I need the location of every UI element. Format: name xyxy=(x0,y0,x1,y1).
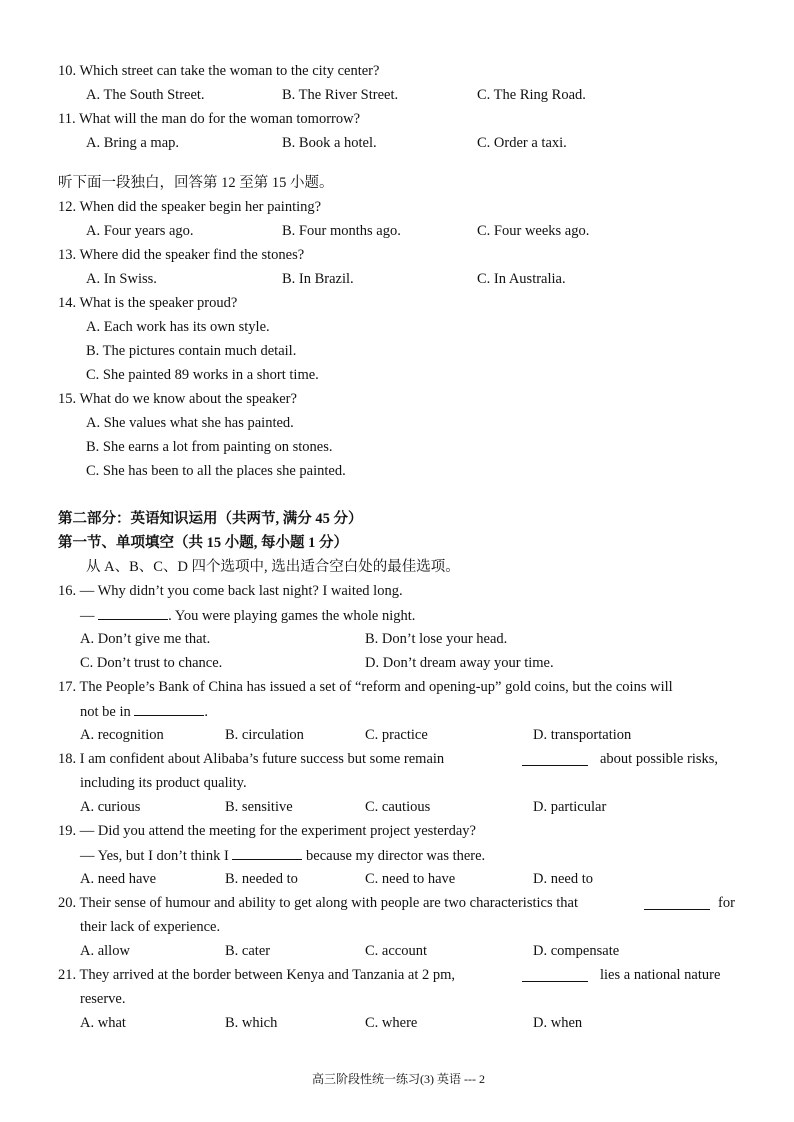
section-1-instruction: 从 A、B、C、D 四个选项中, 选出适合空白处的最佳选项。 xyxy=(86,559,460,575)
question-20-line-1-end: for xyxy=(718,895,735,911)
question-19-line-2 xyxy=(80,845,485,866)
question-10-option-b: B. The River Street. xyxy=(282,87,399,103)
question-14-option-a: A. Each work has its own style. xyxy=(86,319,270,335)
question-15-option-a: A. She values what she has painted. xyxy=(86,415,294,431)
answer-blank xyxy=(522,967,588,982)
question-19-option-d: D. need to xyxy=(533,871,593,887)
question-15-stem: 15. What do we know about the speaker? xyxy=(58,391,297,407)
question-19-line-1: 19. — Did you attend the meeting for the experiment project yesterday? xyxy=(58,823,476,839)
question-16-option-c: C. Don’t trust to chance. xyxy=(80,655,223,671)
question-18-line-1-start: 18. I am confident about Alibaba’s future success but some remain xyxy=(58,751,445,767)
question-14-option-c: C. She painted 89 works in a short time. xyxy=(86,367,319,383)
question-13-option-c: C. In Australia. xyxy=(477,271,566,287)
question-20-option-c: C. account xyxy=(365,943,428,959)
question-17-option-d: D. transportation xyxy=(533,727,632,743)
question-15-option-b: B. She earns a lot from painting on stones. xyxy=(86,439,333,455)
question-18-line-1-end: about possible risks, xyxy=(600,751,719,767)
question-10-option-c: C. The Ring Road. xyxy=(477,87,586,103)
answer-blank xyxy=(98,605,168,620)
question-17-option-a: A. recognition xyxy=(80,727,164,743)
question-18-option-b: B. sensitive xyxy=(225,799,293,815)
question-12-option-a: A. Four years ago. xyxy=(86,223,194,239)
question-16-line-2 xyxy=(80,605,415,626)
question-20-line-1-start: 20. Their sense of humour and ability to get along with people are two characteristics that xyxy=(58,895,578,911)
question-21-line-1-end: lies a national nature xyxy=(600,967,721,983)
question-11-stem: 11. What will the man do for the woman tomorrow? xyxy=(58,111,361,127)
question-11-option-b: B. Book a hotel. xyxy=(282,135,377,151)
question-18-line-2: including its product quality. xyxy=(80,775,247,791)
question-19-line-2-start: — Yes, but I don’t think I xyxy=(80,848,229,864)
question-21-option-b: B. which xyxy=(225,1015,278,1031)
question-17-option-c: C. practice xyxy=(365,727,428,743)
answer-blank xyxy=(522,751,588,766)
question-17-line-2-end: . xyxy=(204,704,208,720)
question-16-dash: — xyxy=(80,608,95,624)
question-19-option-c: C. need to have xyxy=(365,871,456,887)
answer-blank xyxy=(644,895,710,910)
question-19-option-b: B. needed to xyxy=(225,871,298,887)
question-12-option-c: C. Four weeks ago. xyxy=(477,223,590,239)
question-21-line-1-start: 21. They arrived at the border between Kenya and Tanzania at 2 pm, xyxy=(58,967,456,983)
question-20-line-2: their lack of experience. xyxy=(80,919,221,935)
question-15-option-c: C. She has been to all the places she painted. xyxy=(86,463,346,479)
question-10-option-a: A. The South Street. xyxy=(86,87,205,103)
question-21-option-d: D. when xyxy=(533,1015,583,1031)
section-1-heading: 第一节、单项填空（共 15 小题, 每小题 1 分） xyxy=(58,535,348,551)
question-12-option-b: B. Four months ago. xyxy=(282,223,401,239)
question-21-option-a: A. what xyxy=(80,1015,126,1031)
question-13-stem: 13. Where did the speaker find the stones? xyxy=(58,247,305,263)
question-16-line-1: 16. — Why didn’t you come back last night? I waited long. xyxy=(58,583,403,599)
question-17-line-1: 17. The People’s Bank of China has issued a set of “reform and opening-up” gold coins, but the coins will xyxy=(58,679,673,695)
question-20-option-a: A. allow xyxy=(80,943,130,959)
question-14-stem: 14. What is the speaker proud? xyxy=(58,295,238,311)
question-16-option-b: B. Don’t lose your head. xyxy=(365,631,508,647)
question-11-option-a: A. Bring a map. xyxy=(86,135,180,151)
question-14-option-b: B. The pictures contain much detail. xyxy=(86,343,297,359)
monologue-instruction: 听下面一段独白，回答第 12 至第 15 小题。 xyxy=(58,175,334,191)
question-13-option-b: B. In Brazil. xyxy=(282,271,354,287)
question-20-option-d: D. compensate xyxy=(533,943,620,959)
question-10-stem: 10. Which street can take the woman to the city center? xyxy=(58,63,380,79)
part-2-heading: 第二部分：英语知识运用（共两节, 满分 45 分） xyxy=(58,511,363,527)
question-19-line-2-end: because my director was there. xyxy=(306,848,486,864)
question-16-option-d: D. Don’t dream away your time. xyxy=(365,655,554,671)
question-17-option-b: B. circulation xyxy=(225,727,304,743)
question-18-option-d: D. particular xyxy=(533,799,607,815)
question-19-option-a: A. need have xyxy=(80,871,157,887)
question-12-stem: 12. When did the speaker begin her painting? xyxy=(58,199,322,215)
question-13-option-a: A. In Swiss. xyxy=(86,271,157,287)
question-17-line-2 xyxy=(80,701,208,722)
question-18-option-c: C. cautious xyxy=(365,799,431,815)
answer-blank xyxy=(232,845,302,860)
question-21-option-c: C. where xyxy=(365,1015,418,1031)
question-17-line-2-text: not be in xyxy=(80,704,131,720)
question-16-option-a: A. Don’t give me that. xyxy=(80,631,211,647)
question-11-option-c: C. Order a taxi. xyxy=(477,135,567,151)
question-16-line-2-text: . You were playing games the whole night. xyxy=(168,608,416,624)
answer-blank xyxy=(134,701,204,716)
question-20-option-b: B. cater xyxy=(225,943,271,959)
question-21-line-2: reserve. xyxy=(80,991,126,1007)
page-footer: 高三阶段性统一练习(3) 英语 --- 2 xyxy=(312,1072,485,1086)
question-18-option-a: A. curious xyxy=(80,799,141,815)
